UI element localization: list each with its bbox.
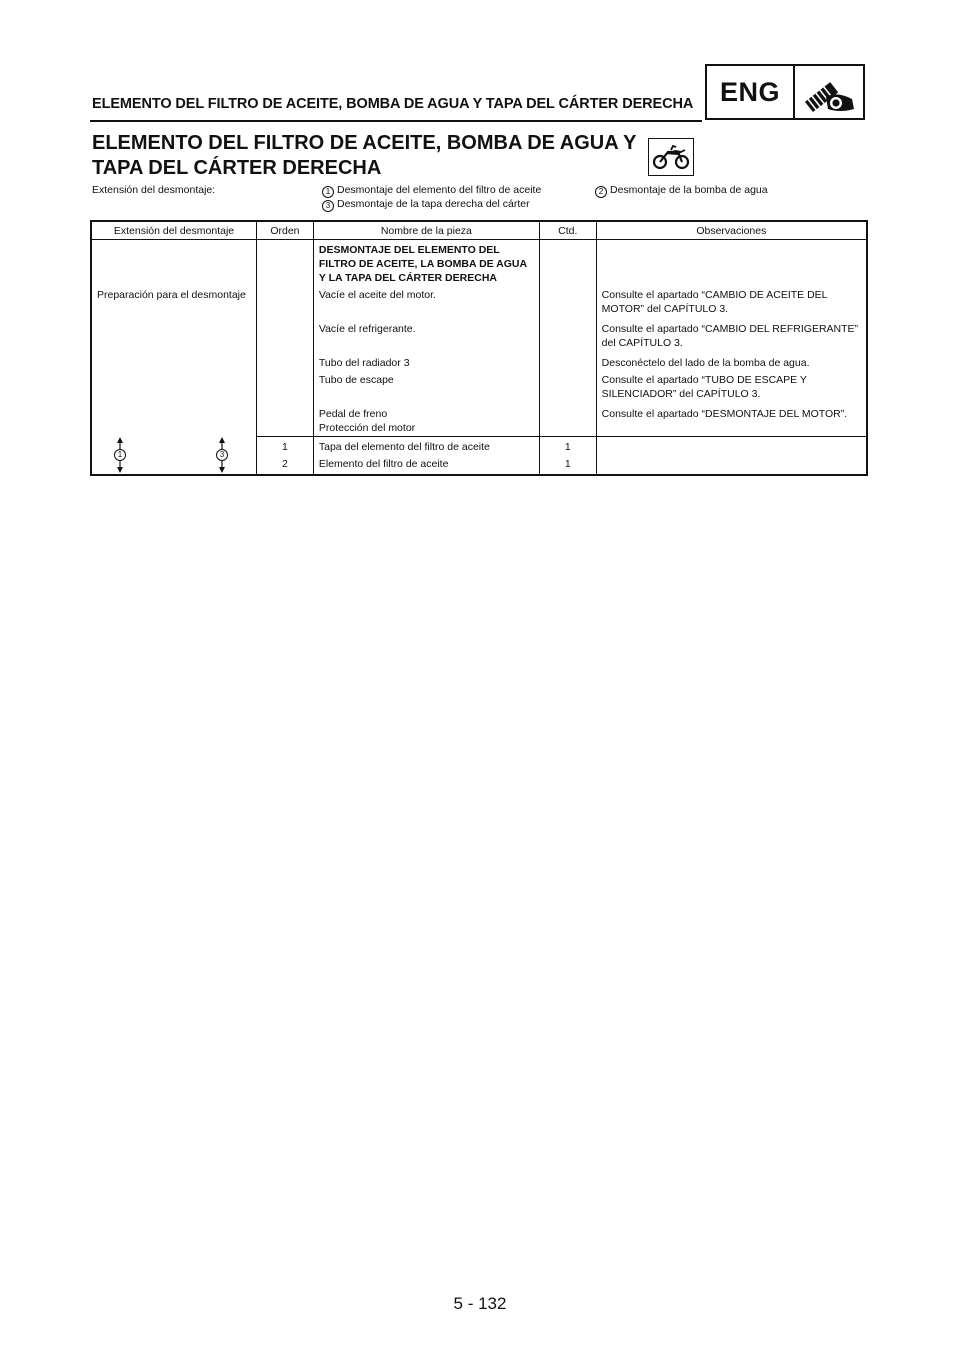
order-cell: 1 xyxy=(257,437,314,455)
extent-item-text: Desmontaje de la tapa derecha del cárter xyxy=(337,198,530,210)
col-header-qty: Ctd. xyxy=(539,221,596,240)
part-cell: Elemento del filtro de aceite xyxy=(313,454,539,475)
part-cell: Tubo del radiador 3 xyxy=(313,356,539,373)
number-marker: 3 xyxy=(322,200,334,212)
table-header-row xyxy=(91,221,867,240)
wrench-bolt-icon xyxy=(795,66,863,118)
qty-cell: 1 xyxy=(539,437,596,455)
section-title-line1: ELEMENTO DEL FILTRO DE ACEITE, BOMBA DE AGUA Y xyxy=(92,132,637,154)
notes-cell: Desconéctelo del lado de la bomba de agua. xyxy=(596,356,867,373)
section-title xyxy=(92,131,636,181)
part-cell: Tubo de escape xyxy=(313,373,539,407)
part-cell: Vacíe el refrigerante. xyxy=(313,322,539,356)
col-header-order: Orden xyxy=(257,221,314,240)
range-end-marker: 3 xyxy=(216,449,228,461)
disassembly-table xyxy=(90,220,868,476)
notes-cell: Consulte el apartado “TUBO DE ESCAPE Y SILENCIADOR” del CAPÍTULO 3. xyxy=(596,373,867,407)
table-row xyxy=(91,240,867,289)
prep-label-cell: Preparación para el desmontaje xyxy=(91,288,257,437)
part-cell: Pedal de freno xyxy=(313,407,539,421)
eng-badge xyxy=(705,64,865,120)
extent-item-text: Desmontaje de la bomba de agua xyxy=(610,184,768,196)
extent-item-1 xyxy=(322,183,541,198)
part-cell: Vacíe el aceite del motor. xyxy=(313,288,539,322)
range-start-marker: 1 xyxy=(114,449,126,461)
notes-cell xyxy=(596,437,867,455)
notes-cell xyxy=(596,454,867,475)
col-header-notes: Observaciones xyxy=(596,221,867,240)
section-heading-cell: DESMONTAJE DEL ELEMENTO DEL FILTRO DE ACEITE, LA BOMBA DE AGUA Y LA TAPA DEL CÁRTER DERECHA xyxy=(313,240,539,289)
qty-cell: 1 xyxy=(539,454,596,475)
col-header-extent: Extensión del desmontaje xyxy=(91,221,257,240)
table-row xyxy=(91,437,867,455)
order-cell: 2 xyxy=(257,454,314,475)
extent-item-2 xyxy=(595,183,768,198)
motorcycle-icon xyxy=(648,138,694,176)
section-title-line2: TAPA DEL CÁRTER DERECHA xyxy=(92,157,382,179)
notes-cell: Consulte el apartado “CAMBIO DE ACEITE DEL MOTOR” del CAPÍTULO 3. xyxy=(596,288,867,322)
header-title: ELEMENTO DEL FILTRO DE ACEITE, BOMBA DE AGUA Y TAPA DEL CÁRTER DERECHA xyxy=(92,96,694,112)
extent-item-text: Desmontaje del elemento del filtro de aceite xyxy=(337,184,542,196)
notes-cell: Consulte el apartado “DESMONTAJE DEL MOTOR”. xyxy=(596,407,867,421)
table-row xyxy=(91,288,867,322)
col-header-part: Nombre de la pieza xyxy=(313,221,539,240)
header-rule xyxy=(90,120,702,122)
extent-item-3 xyxy=(322,197,530,212)
number-marker: 2 xyxy=(595,186,607,198)
range-cell xyxy=(91,437,257,476)
notes-cell xyxy=(596,421,867,437)
extent-label: Extensión del desmontaje: xyxy=(92,184,216,196)
number-marker: 1 xyxy=(322,186,334,198)
notes-cell: Consulte el apartado “CAMBIO DEL REFRIGERANTE” del CAPÍTULO 3. xyxy=(596,322,867,356)
part-cell: Protección del motor xyxy=(313,421,539,437)
eng-badge-label: ENG xyxy=(707,66,795,118)
page-number: 5 - 132 xyxy=(453,1294,507,1313)
part-cell: Tapa del elemento del filtro de aceite xyxy=(313,437,539,455)
